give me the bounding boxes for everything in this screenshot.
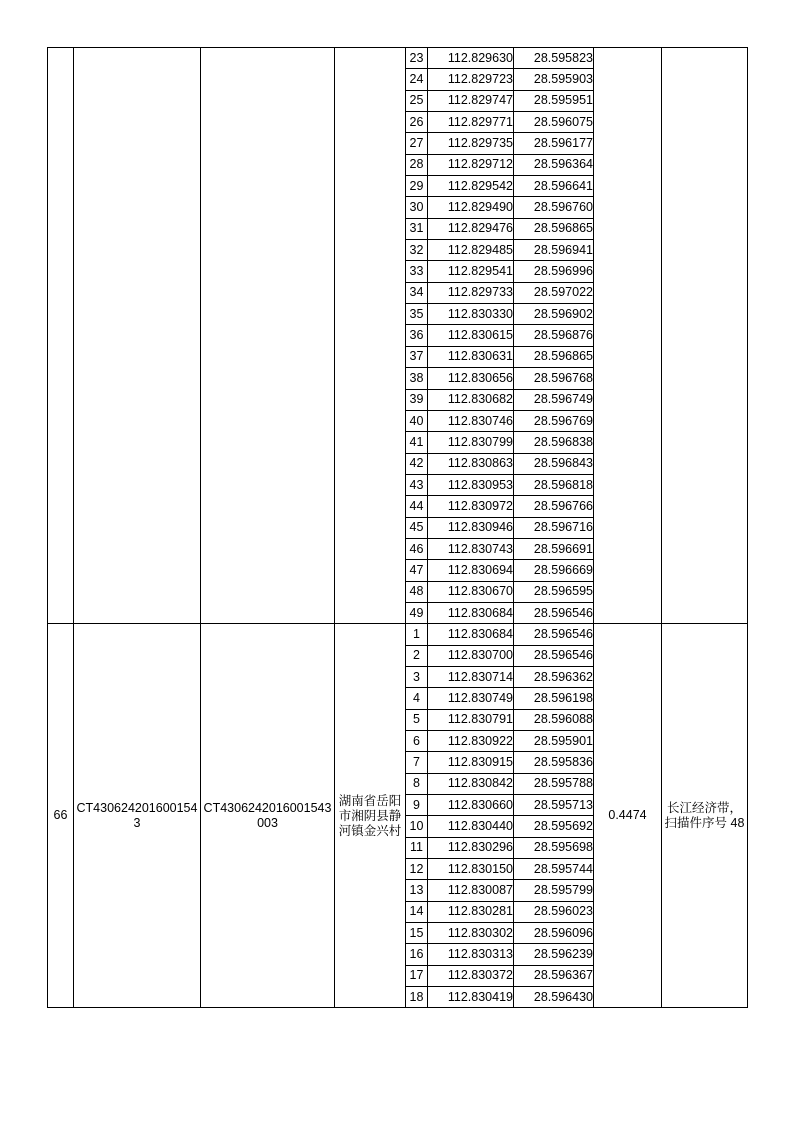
longitude: 112.830791 <box>428 709 514 730</box>
point-number: 38 <box>406 368 428 389</box>
longitude: 112.830313 <box>428 944 514 965</box>
table-row <box>48 48 748 69</box>
longitude: 112.829723 <box>428 69 514 90</box>
longitude: 112.830682 <box>428 389 514 410</box>
record-area: 0.4474 <box>594 624 662 1008</box>
point-number: 29 <box>406 176 428 197</box>
latitude: 28.595903 <box>514 69 594 90</box>
longitude: 112.829771 <box>428 112 514 133</box>
latitude: 28.596691 <box>514 538 594 559</box>
point-number: 9 <box>406 795 428 816</box>
point-number: 6 <box>406 731 428 752</box>
record-area-cell <box>594 48 662 624</box>
latitude: 28.596749 <box>514 389 594 410</box>
point-number: 2 <box>406 645 428 666</box>
point-number: 40 <box>406 410 428 431</box>
latitude: 28.596766 <box>514 496 594 517</box>
point-number: 14 <box>406 901 428 922</box>
latitude: 28.596364 <box>514 154 594 175</box>
longitude: 112.830700 <box>428 645 514 666</box>
point-number: 13 <box>406 880 428 901</box>
point-number: 41 <box>406 432 428 453</box>
longitude: 112.830296 <box>428 837 514 858</box>
latitude: 28.596876 <box>514 325 594 346</box>
record-subcode-cell <box>201 48 335 624</box>
record-code-cell <box>74 48 201 624</box>
point-number: 30 <box>406 197 428 218</box>
longitude: 112.830972 <box>428 496 514 517</box>
latitude: 28.596768 <box>514 368 594 389</box>
longitude: 112.830694 <box>428 560 514 581</box>
latitude: 28.597022 <box>514 282 594 303</box>
longitude: 112.830743 <box>428 538 514 559</box>
point-number: 16 <box>406 944 428 965</box>
point-number: 5 <box>406 709 428 730</box>
latitude: 28.596902 <box>514 304 594 325</box>
longitude: 112.829476 <box>428 218 514 239</box>
longitude: 112.830953 <box>428 474 514 495</box>
longitude: 112.830714 <box>428 666 514 687</box>
point-number: 7 <box>406 752 428 773</box>
latitude: 28.595901 <box>514 731 594 752</box>
longitude: 112.829490 <box>428 197 514 218</box>
longitude: 112.830656 <box>428 368 514 389</box>
point-number: 46 <box>406 538 428 559</box>
point-number: 10 <box>406 816 428 837</box>
record-subcode: CT4306242016001543003 <box>201 624 335 1008</box>
point-number: 4 <box>406 688 428 709</box>
longitude: 112.830749 <box>428 688 514 709</box>
latitude: 28.595799 <box>514 880 594 901</box>
latitude: 28.596865 <box>514 218 594 239</box>
latitude: 28.596843 <box>514 453 594 474</box>
longitude: 112.830372 <box>428 965 514 986</box>
latitude: 28.596769 <box>514 410 594 431</box>
record-note: 长江经济带，扫描件序号 48 <box>662 624 748 1008</box>
point-number: 37 <box>406 346 428 367</box>
point-number: 45 <box>406 517 428 538</box>
point-number: 44 <box>406 496 428 517</box>
point-number: 17 <box>406 965 428 986</box>
latitude: 28.596096 <box>514 923 594 944</box>
point-number: 12 <box>406 859 428 880</box>
record-index: 66 <box>48 624 74 1008</box>
point-number: 33 <box>406 261 428 282</box>
latitude: 28.596362 <box>514 666 594 687</box>
latitude: 28.595836 <box>514 752 594 773</box>
longitude: 112.830330 <box>428 304 514 325</box>
point-number: 26 <box>406 112 428 133</box>
point-number: 36 <box>406 325 428 346</box>
point-number: 34 <box>406 282 428 303</box>
longitude: 112.830087 <box>428 880 514 901</box>
longitude: 112.830440 <box>428 816 514 837</box>
point-number: 49 <box>406 602 428 623</box>
latitude: 28.595951 <box>514 90 594 111</box>
latitude: 28.595744 <box>514 859 594 880</box>
latitude: 28.595713 <box>514 795 594 816</box>
latitude: 28.596239 <box>514 944 594 965</box>
longitude: 112.830915 <box>428 752 514 773</box>
point-number: 15 <box>406 923 428 944</box>
point-number: 24 <box>406 69 428 90</box>
point-number: 47 <box>406 560 428 581</box>
longitude: 112.830631 <box>428 346 514 367</box>
longitude: 112.829712 <box>428 154 514 175</box>
longitude: 112.829541 <box>428 261 514 282</box>
latitude: 28.596818 <box>514 474 594 495</box>
point-number: 32 <box>406 240 428 261</box>
longitude: 112.829542 <box>428 176 514 197</box>
longitude: 112.830799 <box>428 432 514 453</box>
latitude: 28.596198 <box>514 688 594 709</box>
latitude: 28.596865 <box>514 346 594 367</box>
longitude: 112.829735 <box>428 133 514 154</box>
longitude: 112.830684 <box>428 602 514 623</box>
latitude: 28.595788 <box>514 773 594 794</box>
longitude: 112.830684 <box>428 624 514 645</box>
latitude: 28.596088 <box>514 709 594 730</box>
latitude: 28.595823 <box>514 48 594 69</box>
longitude: 112.830660 <box>428 795 514 816</box>
longitude: 112.830946 <box>428 517 514 538</box>
record-index-cell <box>48 48 74 624</box>
latitude: 28.596996 <box>514 261 594 282</box>
latitude: 28.596595 <box>514 581 594 602</box>
longitude: 112.830615 <box>428 325 514 346</box>
longitude: 112.830670 <box>428 581 514 602</box>
latitude: 28.596177 <box>514 133 594 154</box>
point-number: 27 <box>406 133 428 154</box>
latitude: 28.596367 <box>514 965 594 986</box>
point-number: 23 <box>406 48 428 69</box>
record-note-cell <box>662 48 748 624</box>
longitude: 112.830863 <box>428 453 514 474</box>
longitude: 112.830922 <box>428 731 514 752</box>
latitude: 28.595692 <box>514 816 594 837</box>
longitude: 112.830150 <box>428 859 514 880</box>
longitude: 112.829630 <box>428 48 514 69</box>
latitude: 28.596641 <box>514 176 594 197</box>
point-number: 18 <box>406 987 428 1008</box>
point-number: 25 <box>406 90 428 111</box>
record-address-cell <box>335 48 406 624</box>
latitude: 28.596669 <box>514 560 594 581</box>
longitude: 112.830281 <box>428 901 514 922</box>
longitude: 112.830746 <box>428 410 514 431</box>
record-code: CT4306242016001543 <box>74 624 201 1008</box>
point-number: 39 <box>406 389 428 410</box>
latitude: 28.596546 <box>514 645 594 666</box>
latitude: 28.595698 <box>514 837 594 858</box>
longitude: 112.829485 <box>428 240 514 261</box>
longitude: 112.829733 <box>428 282 514 303</box>
latitude: 28.596838 <box>514 432 594 453</box>
point-number: 43 <box>406 474 428 495</box>
table-row <box>48 624 748 645</box>
latitude: 28.596430 <box>514 987 594 1008</box>
point-number: 48 <box>406 581 428 602</box>
latitude: 28.596075 <box>514 112 594 133</box>
point-number: 3 <box>406 666 428 687</box>
point-number: 1 <box>406 624 428 645</box>
latitude: 28.596546 <box>514 624 594 645</box>
longitude: 112.830842 <box>428 773 514 794</box>
longitude: 112.829747 <box>428 90 514 111</box>
point-number: 35 <box>406 304 428 325</box>
latitude: 28.596716 <box>514 517 594 538</box>
point-number: 31 <box>406 218 428 239</box>
latitude: 28.596023 <box>514 901 594 922</box>
longitude: 112.830302 <box>428 923 514 944</box>
point-number: 28 <box>406 154 428 175</box>
latitude: 28.596760 <box>514 197 594 218</box>
point-number: 8 <box>406 773 428 794</box>
point-number: 42 <box>406 453 428 474</box>
coordinate-table <box>47 47 748 1008</box>
longitude: 112.830419 <box>428 987 514 1008</box>
point-number: 11 <box>406 837 428 858</box>
table-body <box>48 48 748 1008</box>
record-address: 湖南省岳阳市湘阴县静河镇金兴村 <box>335 624 406 1008</box>
latitude: 28.596546 <box>514 602 594 623</box>
latitude: 28.596941 <box>514 240 594 261</box>
